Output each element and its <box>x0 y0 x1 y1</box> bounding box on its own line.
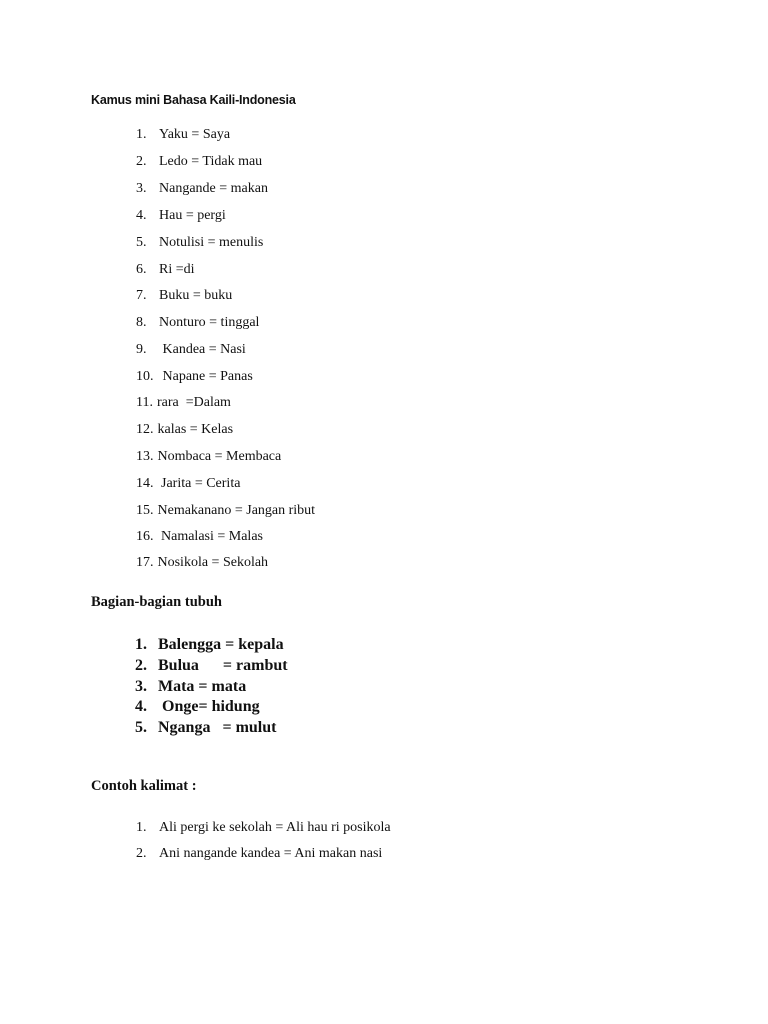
list-item: 3. Nangande = makan <box>136 181 268 196</box>
list-item: 2. Bulua = rambut <box>135 657 288 674</box>
document-title: Kamus mini Bahasa Kaili-Indonesia <box>91 93 296 107</box>
list-item: 14. Jarita = Cerita <box>136 476 241 491</box>
list-item: 5. Notulisi = menulis <box>136 235 264 250</box>
list-item: 2. Ledo = Tidak mau <box>136 154 263 169</box>
list-item: 6. Ri =di <box>136 262 195 277</box>
list-item: 13. Nombaca = Membaca <box>136 449 282 464</box>
list-item: 17. Nosikola = Sekolah <box>136 555 269 570</box>
list-item: 8. Nonturo = tinggal <box>136 315 260 330</box>
examples-heading: Contoh kalimat : <box>91 778 197 794</box>
list-item: 16. Namalasi = Malas <box>136 529 263 544</box>
list-item: 12. kalas = Kelas <box>136 422 234 437</box>
list-item: 10. Napane = Panas <box>136 369 253 384</box>
body-parts-heading: Bagian-bagian tubuh <box>91 594 222 610</box>
list-item: 1. Balengga = kepala <box>135 636 284 653</box>
list-item: 1. Yaku = Saya <box>136 127 231 142</box>
list-item: 1. Ali pergi ke sekolah = Ali hau ri posikola <box>136 820 391 835</box>
list-item: 4. Onge= hidung <box>135 698 260 715</box>
list-item: 9. Kandea = Nasi <box>136 342 246 357</box>
list-item: 2. Ani nangande kandea = Ani makan nasi <box>136 846 383 861</box>
list-item: 3. Mata = mata <box>135 678 247 695</box>
list-item: 7. Buku = buku <box>136 288 233 303</box>
list-item: 11. rara =Dalam <box>136 395 231 410</box>
list-item: 5. Nganga = mulut <box>135 719 277 736</box>
list-item: 15. Nemakanano = Jangan ribut <box>136 503 316 518</box>
list-item: 4. Hau = pergi <box>136 208 226 223</box>
